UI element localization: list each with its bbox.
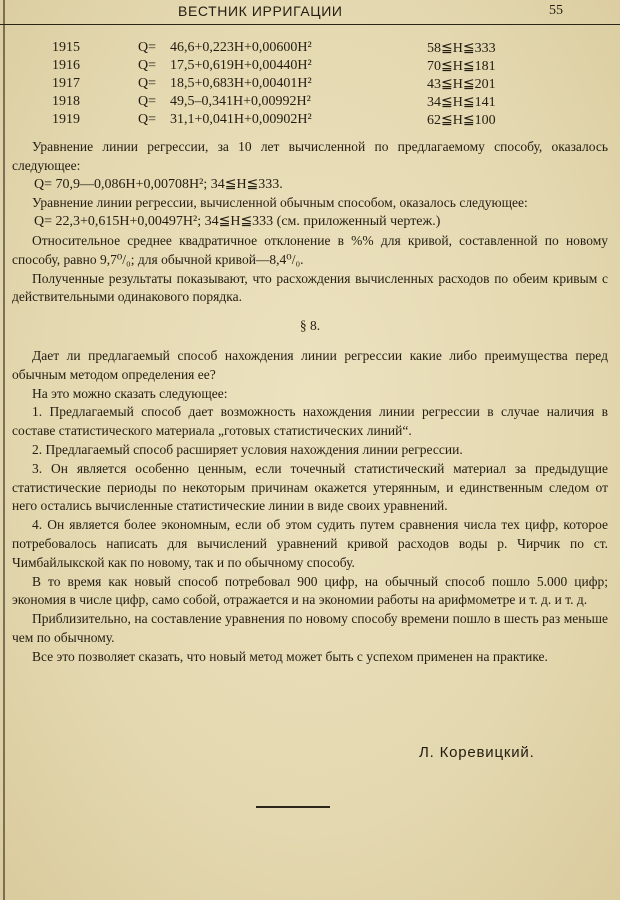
equation-year: 1918 xyxy=(52,94,80,109)
paragraph-results: Полученные результаты показывают, что расхождения вычисленных расходов по обеим кривым с действительными одинакового порядка. xyxy=(12,270,608,305)
paragraph-question: Дает ли предлагаемый способ нахождения линии регрессии какие либо преимущества перед обычным методом определения ее? xyxy=(12,347,608,382)
equation-range: 58≦H≦333 xyxy=(427,41,496,56)
list-item-4: 4. Он является более экономным, если об этом судить путем сравнения числа тех цифр, которое потребовалось написать для вычислений уравнений кривой расходов воды р. Чирчик по ст. Чимбайлыкской как по новому, так и по обычному способу. xyxy=(12,517,608,570)
paragraph-regression-new: Уравнение линии регрессии, за 10 лет вычисленной по предлагаемому способу, оказалось следующее: xyxy=(12,139,608,173)
list-item-3: 3. Он является особенно ценным, если точечный статистический материал за предыдущие статистические периоды по некоторым причинам окажется утерянным, и единственным следом от него остались вычисленные статистические линии в виде своих уравнений. xyxy=(12,460,608,514)
paragraph-time-economy: Приблизительно, на составление уравнения по новому способу времени пошло в шесть раз меньше чем по обычному. xyxy=(12,611,608,645)
equation-q: Q= xyxy=(138,40,157,55)
page-number: 55 xyxy=(549,3,563,18)
equation-formula: 49,5–0,341H+0,00992H² xyxy=(170,94,311,109)
article-body xyxy=(12,138,608,667)
paragraph-deviation: Относительное среднее квадратичное отклонение в %% для кривой, составленной по новому способу, равно 9,7⁰/₀; для обычной кривой—8,4⁰/₀. xyxy=(12,232,608,267)
equation-q: Q= xyxy=(138,94,157,109)
list-item-1: 1. Предлагаемый способ дает возможность нахождения линии регрессии в случае наличия в составе статистического материала „готовых статистических линий“. xyxy=(12,404,608,439)
equation-q: Q= xyxy=(138,58,157,73)
equation-q: Q= xyxy=(138,112,157,127)
equation-formula: 46,6+0,223H+0,00600H² xyxy=(170,40,312,55)
end-rule xyxy=(256,806,330,808)
equation-formula: 31,1+0,041H+0,00902H² xyxy=(170,112,312,127)
equation-row xyxy=(0,40,620,58)
equation-year: 1917 xyxy=(52,76,80,91)
list-item-2: 2. Предлагаемый способ расширяет условия нахождения линии регрессии. xyxy=(32,441,463,457)
equation-row xyxy=(0,94,620,112)
paragraph-regression-usual: Уравнение линии регрессии, вычисленной обычным способом, оказалось следующее: xyxy=(32,195,528,211)
equation-year: 1916 xyxy=(52,58,80,73)
equation-row xyxy=(0,76,620,94)
section-heading: § 8. xyxy=(299,318,321,334)
paragraph-conclusion: Все это позволяет сказать, что новый метод может быть с успехом применен на практике. xyxy=(32,648,548,664)
author-signature: Л. Коревицкий. xyxy=(419,744,535,761)
equation-year: 1919 xyxy=(52,112,80,127)
equation-range: 62≦H≦100 xyxy=(427,113,496,128)
running-header xyxy=(0,0,620,25)
equation-range: 43≦H≦201 xyxy=(427,77,496,92)
equation-range: 34≦H≦141 xyxy=(427,95,496,110)
equation-formula: 17,5+0,619H+0,00440H² xyxy=(170,58,312,73)
equation-row xyxy=(0,58,620,76)
equation-q: Q= xyxy=(138,76,157,91)
equation-year: 1915 xyxy=(52,40,80,55)
paragraph-digits-economy: В то время как новый способ потребовал 900 цифр, на обычный способ пошло 5.000 цифр; экономия в числе цифр, само собой, отражается и на экономии работы на арифмометре и т. д. и т. д. xyxy=(12,573,608,608)
equation-range: 70≦H≦181 xyxy=(427,59,496,74)
formula-usual-method: Q= 22,3+0,615H+0,00497H²; 34≦H≦333 (см. приложенный чертеж.) xyxy=(34,214,441,230)
equation-row xyxy=(0,112,620,130)
formula-new-method: Q= 70,9—0,086H+0,00708H²; 34≦H≦333. xyxy=(34,176,283,192)
page-edge-rule xyxy=(3,0,5,900)
paragraph-answer-intro: На это можно сказать следующее: xyxy=(32,385,228,401)
journal-title: ВЕСТНИК ИРРИГАЦИИ xyxy=(178,3,343,19)
regression-equations-table xyxy=(0,40,620,130)
equation-formula: 18,5+0,683H+0,00401H² xyxy=(170,76,312,91)
